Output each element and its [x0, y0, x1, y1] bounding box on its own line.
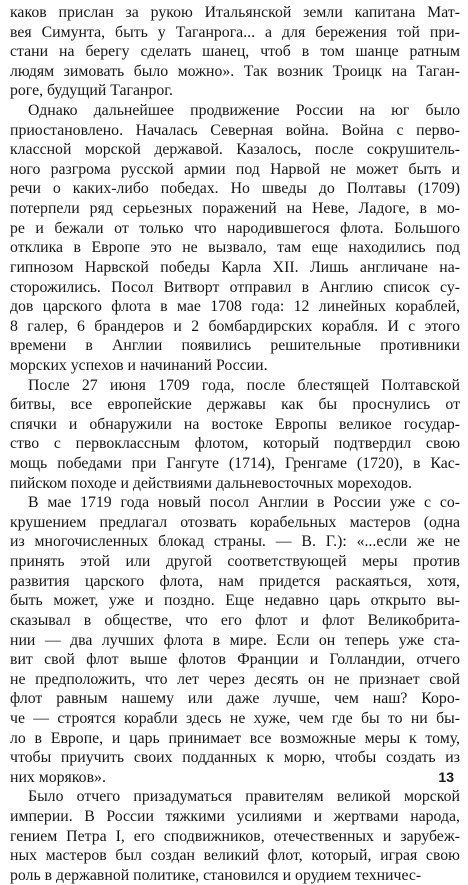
text-line: из многочисленных блокад страны. — В. Г.): «...если же не [10, 533, 460, 551]
text-line: В мае 1719 года новый посол Англии в России уже с со- [28, 494, 460, 512]
text-line: чтобы приучить своих подданных к морю, чтобы создать из [10, 749, 460, 767]
text-line: быть может, уже и поздно. Еще недавно царь открыто вы- [10, 592, 460, 610]
text-line: нии — два лучших флота в мире. Если он теперь уже ста- [10, 631, 460, 649]
text-line: принять этой или другой соответствующей меры против [10, 553, 460, 571]
text-line: сказывал в обществе, что его флот и флот Великобрита- [10, 611, 460, 629]
text-line: ло в Европе, и царь принимает все возможные меры к тому, [10, 729, 460, 747]
text-line: классной морской державой. Казалось, после сокрушитель- [10, 141, 460, 159]
paragraph [10, 101, 460, 376]
text-line: мощь победами при Гангуте (1714), Гренгаме (1720), в Кас- [10, 455, 460, 473]
text-line: роль в державной политике, становился и орудием техничес- [10, 866, 422, 884]
text-line: че — строятся корабли здесь не хуже, чем где бы то ни бы- [10, 709, 460, 727]
text-line: развития царского флота, нам придется раскаяться, хотя, [10, 572, 460, 590]
text-line: стани на берегу сделать шанец, чтоб в том шанце ратным [10, 43, 460, 61]
text-line: роге, будущий Таганрог. [10, 82, 173, 100]
text-line: флот равным нашему или даже лучше, чем наш? Коро- [10, 690, 460, 708]
paragraph [10, 3, 460, 101]
text-line: гипнозом Нарвской победы Карла XII. Лишь англичане на- [10, 258, 460, 276]
text-line: Однако дальнейшее продвижение России на юг было [28, 102, 460, 120]
text-line: потерпели ряд серьезных поражений на Неве, Ладоге, в мо- [10, 200, 460, 218]
text-line: приостановлено. Началась Северная война. Война с перво- [10, 121, 460, 139]
text-line: крушением предлагал отозвать корабельных мастеров (одна [10, 513, 460, 531]
text-line: После 27 июня 1709 года, после блестящей Полтавской [28, 376, 460, 394]
text-line: империи. В России тяжкими усилиями и жертвами народа, [10, 807, 460, 825]
text-line: сторожились. Посол Витворт отправил в Англию список су- [10, 278, 460, 296]
text-line: речи о каких-либо победах. Но шведы до Полтавы (1709) [10, 180, 460, 198]
paragraph [10, 376, 460, 494]
text-line: вея Симунта, быть у Таганрога... а для бережения той при- [10, 23, 460, 41]
text-line: ство с первоклассным флотом, который подтвердил свою [10, 435, 460, 453]
page-number: 13 [438, 769, 454, 785]
text-line: не предположить, что лет через десять он не признает свой [10, 670, 460, 688]
text-line: гением Петра I, его сподвижников, отечественных и зарубеж- [10, 827, 460, 845]
paragraph [10, 493, 460, 787]
text-line: ного разгрома русской армии под Нарвой не может быть и [10, 160, 460, 178]
text-line: отклика в Европе это не вызвало, там еще находились под [10, 239, 460, 257]
text-line: времени в Англии появились решительные противники [10, 337, 460, 355]
text-line: битвы, все европейские державы как бы проснулись от [10, 396, 460, 414]
paragraph [10, 787, 460, 885]
body-text [10, 3, 460, 885]
text-line: Было отчего призадуматься правителям великой морской [28, 788, 460, 806]
text-line: морских успехов и начинаний России. [10, 356, 268, 374]
text-line: пийском походе и действиями дальневосточных мореходов. [10, 474, 413, 492]
text-line: каков прислан за рукою Итальянской земли капитана Мат- [10, 4, 460, 21]
text-line: них моряков». [10, 768, 106, 786]
text-line: людям зимовать было можно». Так возник Троицк на Таган- [10, 62, 460, 80]
text-line: ных мастеров был создан великий флот, который, играя свою [10, 847, 460, 865]
text-line: вит свой флот выше флотов Франции и Голландии, отчего [10, 651, 460, 669]
text-line: дов царского флота в мае 1708 года: 12 линейных кораблей, [10, 298, 460, 316]
text-line: спячки и обнаружили на востоке Европы великое государ- [10, 415, 460, 433]
text-line: ре и бежали от только что народившегося флота. Большого [10, 219, 460, 237]
text-line: 8 галер, 6 брандеров и 2 бомбардирских корабля. И с этого [10, 317, 460, 335]
